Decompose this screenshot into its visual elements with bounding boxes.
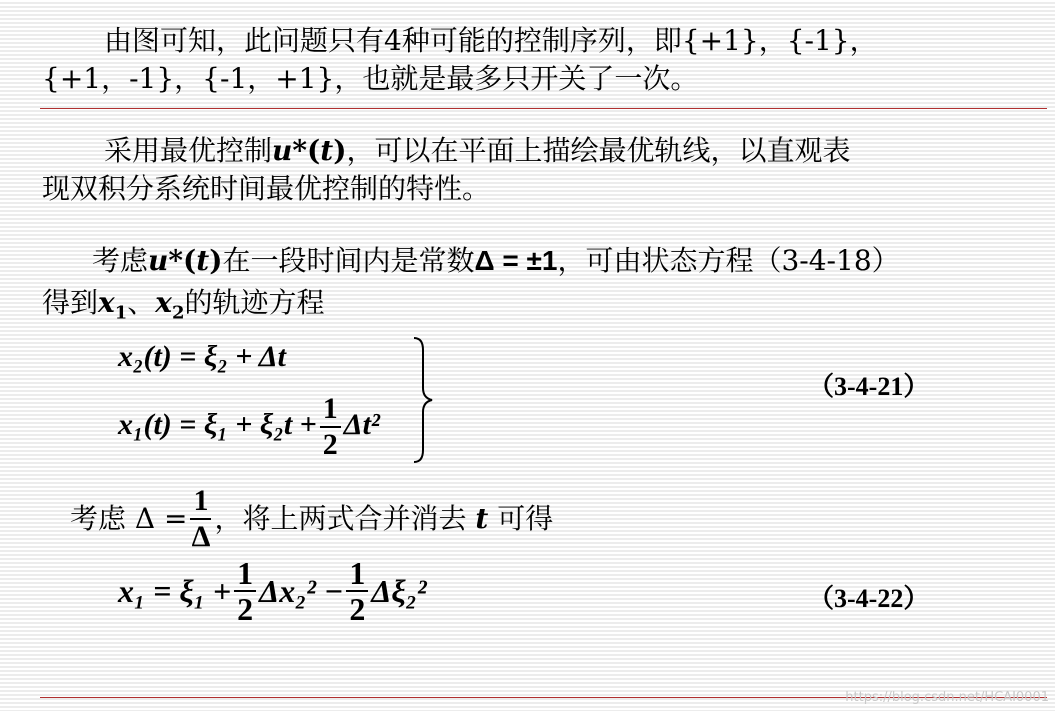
eq21-fraction [320,392,341,462]
para3-x1: x [98,286,115,319]
eq22-fraction-1 [234,556,256,626]
para3-u: u [148,244,169,277]
eq21-number: （3-4-21） [808,372,930,401]
right-brace-icon [412,336,436,464]
divider-top [40,108,1047,109]
para2-text-a: 采用最优控制 [104,134,273,167]
watermark: https://blog.csdn.net/HCAI0001 [845,690,1049,705]
eq21-line2-left: x₁(t) = ξ₁ + ξ₂t + [118,407,317,441]
para1-line2: {+1，-1}，{-1，+1}，也就是最多只开关了一次。 [42,62,699,95]
para3-text-a: 考虑 [92,244,149,277]
para2-close: ) [333,134,347,167]
para3-text-e: 的轨迹方程 [184,286,325,319]
eq22-right: Δξ₂² [371,572,427,609]
para4-text-c: 可得 [497,502,554,535]
para4-text-a: 考虑 Δ = [70,502,188,535]
eq22-frac2-num: 1 [346,556,368,592]
para3-delta: Δ = ±1 [474,245,558,276]
eq21-frac-den: 2 [322,428,338,461]
eq22 [118,556,427,626]
para4-fraction [190,484,211,554]
para4-frac-den: Δ [191,520,211,553]
para2-star: *( [292,134,321,167]
eq22-fraction-2 [346,556,368,626]
para4-text-b: ，将上两式合并消去 [214,502,467,535]
eq22-frac2-den: 2 [349,591,366,627]
para3-sep: 、 [127,286,156,319]
para3-close: ) [209,244,223,277]
para3-text-b: 在一段时间内是常数 [222,244,475,277]
para4-t: t [475,502,489,535]
eq21-line2 [118,392,380,462]
eq21-line1: x₂(t) = ξ₂ + Δt [118,340,286,373]
para2-u: u [272,134,293,167]
para2-line1 [104,132,850,170]
eq22-number: （3-4-22） [808,584,930,613]
para3-sub1: 1 [114,302,128,324]
eq21-line2-right: Δt² [343,407,380,441]
eq22-frac1-den: 2 [237,591,254,627]
para2-t: t [320,134,334,167]
para4-line [70,484,553,554]
para3-star: *( [168,244,197,277]
para1-line1: 由图可知，此问题只有4种可能的控制序列，即{+1}，{-1}， [104,24,878,57]
para3-sub2: 2 [171,302,185,324]
eq22-left: x₁ = ξ₁ + [118,572,232,609]
para3-text-c: ，可由状态方程（3-4-18） [557,244,900,277]
para3-t: t [196,244,210,277]
eq22-mid: Δx₂² − [259,572,344,609]
para3-x2: x [155,286,172,319]
eq22-frac1-num: 1 [234,556,256,592]
para3-line1 [92,242,900,280]
eq21-frac-num: 1 [320,392,341,428]
para3-line2 [42,284,325,333]
para2-text-b: ，可以在平面上描绘最优轨线，以直观表 [346,134,851,167]
para4-frac-num: 1 [190,484,211,520]
para3-text-d: 得到 [42,286,99,319]
para2-line2: 现双积分系统时间最优控制的特性。 [42,172,491,205]
